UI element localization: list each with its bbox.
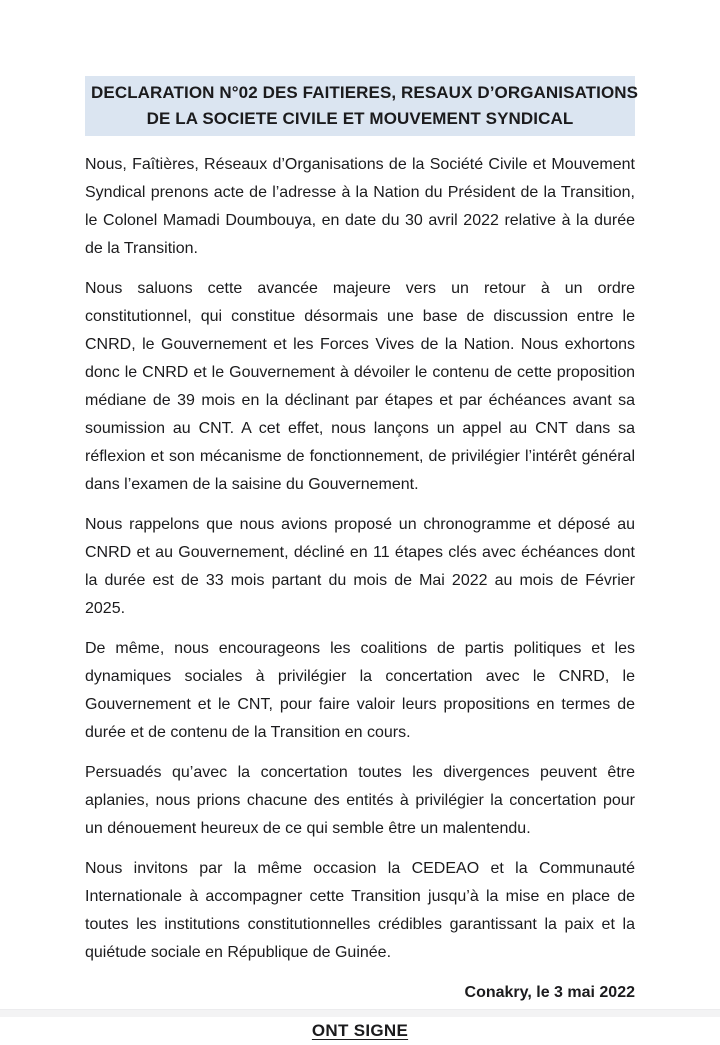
paragraph-3: Nous rappelons que nous avions proposé un chronogramme et déposé au CNRD et au Gouvernement, décliné en 11 étapes clés avec échéances dont la durée est de 33 mois partant du mois de Mai 2022 au mois de Février 2025. (85, 516, 635, 617)
paragraph-1: Nous, Faîtières, Réseaux d’Organisations de la Société Civile et Mouvement Syndical prenons acte de l’adresse à la Nation du Président de la Transition, le Colonel Mamadi Doumbouya, en date du 30 avril 2022 relative à la durée de la Transition. (85, 156, 635, 257)
paragraph-2: Nous saluons cette avancée majeure vers un retour à un ordre constitutionnel, qui constitue désormais une base de discussion entre le CNRD, le Gouvernement et les Forces Vives de la Nation. Nous exhortons donc le CNRD et le Gouvernement à dévoiler le contenu de cette proposition médiane de 39 mois en la déclinant par étapes et par échéances avant sa soumission au CNT. A cet effet, nous lançons un appel au CNT dans sa réflexion et son mécanisme de fonctionnement, de privilégier l’intérêt général dans l’examen de la saisine du Gouvernement. (85, 280, 635, 493)
paragraph-6: Nous invitons par la même occasion la CEDEAO et la Communauté Internationale à accompagner cette Transition jusqu’à la mise en place de toutes les institutions constitutionnelles crédibles garantissant la paix et la quiétude sociale en République de Guinée. (85, 860, 635, 961)
page-bottom-edge (0, 1009, 720, 1017)
paragraph-5: Persuadés qu’avec la concertation toutes les divergences peuvent être aplanies, nous prions chacune des entités à privilégier la concertation pour un dénouement heureux de ce qui semble être un malentendu. (85, 764, 635, 837)
signature-heading: ONT SIGNE (311, 1021, 409, 1040)
document-title-line-2: DE LA SOCIETE CIVILE ET MOUVEMENT SYNDICAL (146, 109, 574, 128)
document-title-box (85, 76, 639, 136)
dateline: Conakry, le 3 mai 2022 (464, 984, 635, 1001)
document-body (85, 151, 635, 1045)
paragraph-4: De même, nous encourageons les coalitions de partis politiques et les dynamiques sociales à privilégier la concertation avec le CNRD, le Gouvernement et le CNT, pour faire valoir leurs propositions en termes de durée et de contenu de la Transition en cours. (85, 640, 635, 741)
document-title-line-1: DECLARATION N°02 DES FAITIERES, RESAUX D’ORGANISATIONS (91, 83, 639, 102)
